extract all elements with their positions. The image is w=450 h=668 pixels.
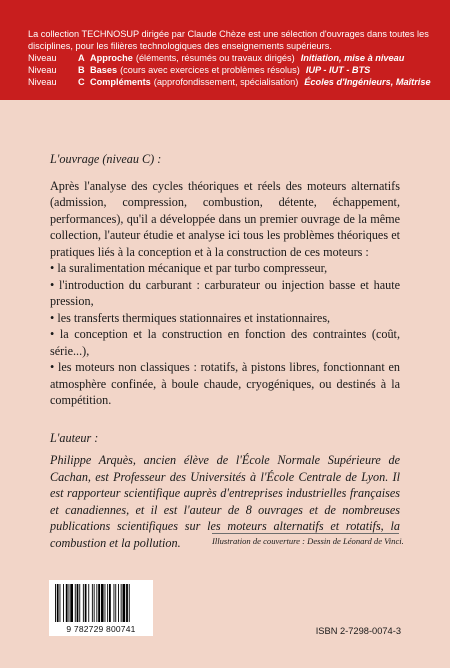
barcode-bar bbox=[118, 584, 119, 622]
barcode-bar bbox=[115, 584, 116, 622]
barcode-bar bbox=[109, 584, 111, 622]
level-prefix: Niveau bbox=[28, 77, 57, 87]
barcode-bar bbox=[57, 584, 59, 622]
barcode-number: 9 782729 800741 bbox=[66, 624, 136, 634]
auteur-biography: Philippe Arquès, ancien élève de l'École Normale Supérieure de Cachan, est Professeur des Universités à l'École Centrale de Lyon. Il est rapporteur scientifique auprès d'entreprises industrielles françaises et canadiennes, et il est l'auteur de 8 ouvrages et de nombreuses publications scientifiques sur les moteurs alternatifs et rotatifs, la combustion et la pollution. bbox=[50, 453, 400, 550]
barcode-bar bbox=[114, 584, 115, 622]
barcode bbox=[49, 580, 153, 636]
level-prefix: Niveau bbox=[28, 65, 57, 75]
level-a-row bbox=[28, 52, 440, 64]
barcode-bar bbox=[60, 584, 61, 622]
auteur-heading: L'auteur : bbox=[50, 430, 99, 445]
ouvrage-heading: L'ouvrage (niveau C) : bbox=[50, 152, 162, 166]
level-c-row bbox=[28, 76, 440, 88]
barcode-bar bbox=[69, 584, 70, 622]
barcode-bar bbox=[77, 584, 79, 622]
barcode-bar bbox=[85, 584, 87, 622]
level-description: (éléments, résumés ou travaux dirigés) bbox=[135, 53, 295, 63]
back-cover-text bbox=[50, 151, 404, 551]
barcode-bar bbox=[101, 584, 104, 622]
barcode-bar bbox=[92, 584, 93, 622]
barcode-bar bbox=[75, 584, 76, 622]
barcode-bar bbox=[105, 584, 106, 622]
illustration-credit: Illustration de couverture : Dessin de Léonard de Vinci. bbox=[212, 536, 404, 546]
topic-bullet: • la suralimentation mécanique et par turbo compresseur, bbox=[50, 261, 328, 275]
level-description: (cours avec exercices et problèmes résolus) bbox=[120, 65, 300, 75]
barcode-bars bbox=[49, 582, 153, 626]
barcode-bar bbox=[55, 584, 56, 622]
level-b-row bbox=[28, 64, 440, 76]
level-letter: B bbox=[78, 65, 85, 75]
barcode-bar bbox=[121, 584, 122, 622]
topic-bullet: • les transferts thermiques stationnaires et instationnaires, bbox=[50, 310, 331, 325]
topic-bullet: • la conception et la construction en fonction des contraintes (coût, série...), bbox=[50, 327, 400, 358]
barcode-bar bbox=[126, 584, 128, 622]
barcode-bar bbox=[96, 584, 97, 622]
barcode-bar bbox=[123, 584, 126, 622]
collection-banner bbox=[0, 0, 450, 100]
level-target: Initiation, mise à niveau bbox=[300, 53, 405, 63]
barcode-bar bbox=[83, 584, 84, 622]
barcode-bar bbox=[98, 584, 100, 622]
level-name: Compléments bbox=[90, 77, 151, 87]
level-description: (approfondissement, spécialisation) bbox=[153, 77, 299, 87]
ouvrage-paragraph: Après l'analyse des cycles théoriques et réels des moteurs alternatifs (admission, compression, combustion, détente, échappement, performances), qu'il a développée dans un premier ouvrage de la même collection, l'auteur étudie et analyse ici tous les problèmes théoriques et pratiques liés à la conception et à la construction de ces moteurs : bbox=[50, 178, 400, 259]
level-name: Bases bbox=[90, 65, 118, 75]
level-name: Approche bbox=[90, 53, 133, 63]
barcode-bar bbox=[63, 584, 64, 622]
barcode-bar bbox=[129, 584, 130, 622]
barcode-bar bbox=[66, 584, 68, 622]
barcode-bar bbox=[107, 584, 108, 622]
level-letter: A bbox=[78, 53, 85, 63]
level-prefix: Niveau bbox=[28, 53, 57, 63]
level-target: IUP - IUT - BTS bbox=[305, 65, 371, 75]
barcode-bar bbox=[94, 584, 95, 622]
barcode-bar bbox=[79, 584, 80, 622]
barcode-bar bbox=[70, 584, 73, 622]
isbn: ISBN 2-7298-0074-3 bbox=[315, 626, 401, 636]
barcode-bar bbox=[88, 584, 89, 622]
topic-bullet: • les moteurs non classiques : rotatifs, à pistons libres, fonctionnant en atmosphère confinée, à boule chaude, cryogéniques, ou destinés à la compétition. bbox=[50, 360, 400, 407]
collection-intro: La collection TECHNOSUP dirigée par Claude Chèze est une sélection d'ouvrages dans toutes les disciplines, pour les filières technologiques des enseignements supérieurs. bbox=[28, 29, 429, 51]
topic-bullet: • l'introduction du carburant : carburateur ou injection basse et haute pression, bbox=[50, 277, 400, 308]
credit-divider bbox=[212, 533, 399, 534]
level-letter: C bbox=[78, 77, 85, 87]
level-target: Écoles d'Ingénieurs, Maîtrise bbox=[304, 77, 431, 87]
